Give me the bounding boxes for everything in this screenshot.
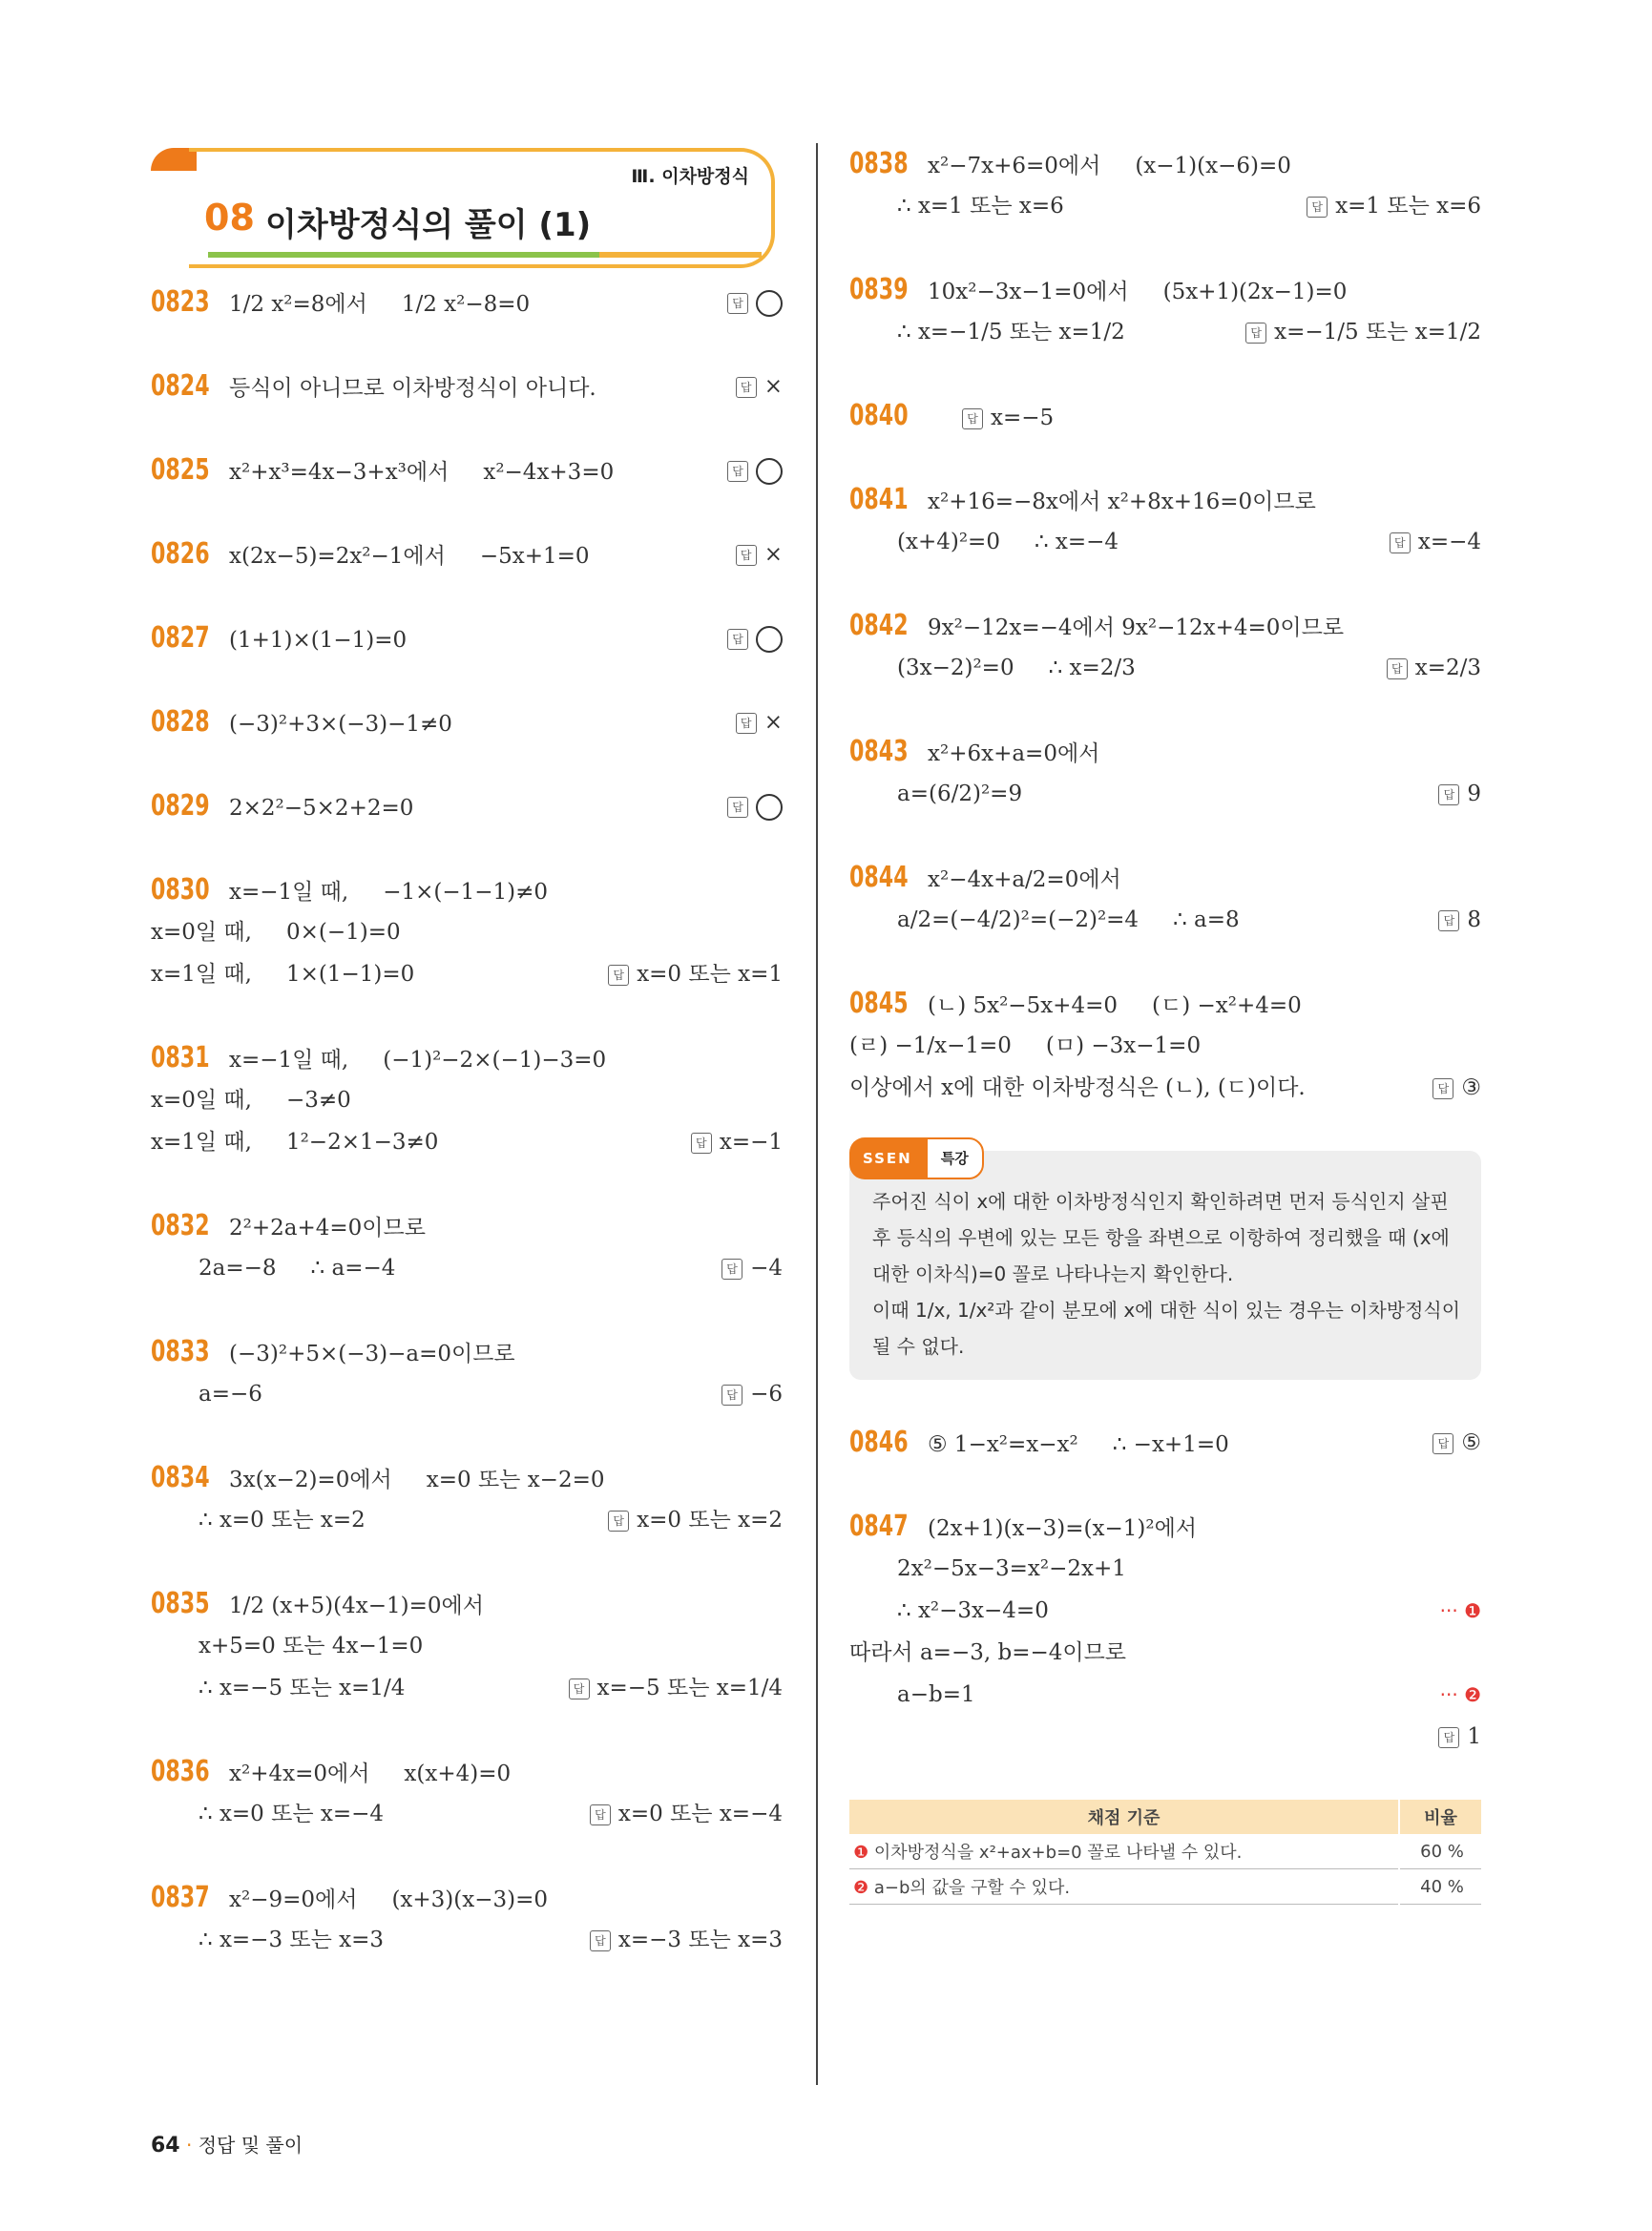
answer <box>727 449 783 491</box>
problem-0844 <box>849 857 1481 941</box>
step-marker: ··· ❷ <box>1439 1683 1481 1706</box>
solution-text: 이상에서 x에 대한 이차방정식은 (ㄴ), (ㄷ)이다. <box>849 1075 1306 1100</box>
scoring-step-number: ❷ <box>853 1878 869 1898</box>
answer-value: x=−5 또는 x=1/4 <box>596 1676 783 1700</box>
ssen-paragraph-2: 이때 1/x, 1/x²과 같이 분모에 x에 대한 식이 있는 경우는 이차방정식이 될 수 없다. <box>872 1299 1461 1358</box>
problem-line <box>849 1548 1481 1590</box>
problem-line <box>849 899 1481 941</box>
answer-icon: 답 <box>1245 323 1266 344</box>
answer <box>590 1793 783 1835</box>
problem-line <box>849 1025 1481 1067</box>
answer <box>1387 647 1481 689</box>
solution-step: ∴ −x+1=0 <box>1112 1432 1229 1457</box>
answer-icon: 답 <box>569 1678 590 1699</box>
problem-number: 0833 <box>151 1335 210 1368</box>
answer <box>608 953 783 995</box>
answer-value: 9 <box>1467 782 1481 806</box>
solution-text: x²−9=0에서 <box>229 1887 358 1912</box>
answer-value: x=−3 또는 x=3 <box>617 1928 783 1952</box>
problem-number: 0836 <box>151 1755 210 1788</box>
answer <box>736 701 783 743</box>
problem-0840 <box>849 395 1481 437</box>
chapter-header <box>151 143 783 281</box>
solution-step: (5x+1)(2x−1)=0 <box>1162 280 1348 304</box>
problem-line <box>849 521 1481 563</box>
solution-step: (ㅁ) −3x−1=0 <box>1045 1033 1202 1058</box>
answer-icon: 답 <box>1387 658 1408 679</box>
answer-value: x=1 또는 x=6 <box>1335 194 1481 219</box>
solution-text: ⑤ 1−x²=x−x² <box>928 1432 1078 1457</box>
solution-text: x=0일 때, <box>151 920 252 945</box>
unit-label: Ⅲ. 이차방정식 <box>631 166 749 187</box>
answer <box>1432 1422 1481 1464</box>
problem-line <box>849 185 1481 227</box>
answer-icon: 답 <box>727 797 748 818</box>
answer-icon: 답 <box>736 545 757 566</box>
answer-icon: 답 <box>1390 532 1411 553</box>
solution-text: x=0일 때, <box>151 1088 252 1113</box>
problem-line <box>151 1625 783 1667</box>
problem-number: 0824 <box>151 369 210 403</box>
problem-number: 0841 <box>849 483 909 516</box>
solution-text: 2²+2a+4=0이므로 <box>229 1216 426 1241</box>
problem-0846 <box>849 1422 1481 1464</box>
solution-text: 1/2 x²=8에서 <box>229 292 367 317</box>
scoring-criterion <box>849 1834 1399 1869</box>
answer-value: x=2/3 <box>1414 656 1481 680</box>
scoring-criterion <box>849 1869 1399 1905</box>
ssen-tag <box>849 1137 984 1179</box>
solution-text: x=1일 때, <box>151 1130 252 1155</box>
problem-0841 <box>849 479 1481 563</box>
problem-number: 0845 <box>849 987 909 1020</box>
answer-icon: 답 <box>1432 1433 1453 1454</box>
solution-step: ∴ x=−4 <box>1034 530 1119 554</box>
solution-text: (−3)²+3×(−3)−1≠0 <box>229 712 452 737</box>
scoring-ratio: 60 % <box>1399 1834 1481 1869</box>
problem-0831 <box>151 1037 783 1163</box>
solution-text: (3x−2)²=0 <box>897 656 1014 680</box>
problem-0834 <box>151 1457 783 1541</box>
answer <box>727 281 783 323</box>
solution-text: 2x²−5x−3=x²−2x+1 <box>897 1556 1126 1581</box>
answer <box>1390 521 1481 563</box>
answer-icon: 답 <box>1438 1727 1459 1748</box>
answer-icon: 답 <box>962 408 983 429</box>
problem-line <box>151 953 783 995</box>
chapter-number: 08 <box>204 197 255 239</box>
ssen-tip-box <box>849 1151 1481 1380</box>
solution-text: ∴ x=−5 또는 x=1/4 <box>199 1676 406 1700</box>
answer-icon: 답 <box>727 461 748 482</box>
right-column <box>849 143 1481 1905</box>
scoring-header-ratio: 비율 <box>1399 1800 1481 1834</box>
problem-line <box>151 1919 783 1961</box>
solution-text: x=−1일 때, <box>229 1048 349 1073</box>
answer-icon: 답 <box>721 1385 742 1406</box>
problem-number: 0832 <box>151 1209 210 1242</box>
answer-icon: 답 <box>721 1259 742 1280</box>
solution-text: 1/2 (x+5)(4x−1)=0에서 <box>229 1594 484 1618</box>
solution-text: ∴ x=0 또는 x=2 <box>199 1508 366 1533</box>
solution-text: (2x+1)(x−3)=(x−1)²에서 <box>928 1516 1198 1541</box>
answer <box>590 1919 783 1961</box>
problem-number: 0831 <box>151 1041 210 1074</box>
step-marker: ··· ❶ <box>1439 1599 1481 1622</box>
problem-line <box>151 785 783 827</box>
problem-line <box>849 983 1481 1025</box>
solution-step: 1²−2×1−3≠0 <box>285 1130 439 1155</box>
answer <box>1432 1067 1481 1109</box>
problem-0830 <box>151 869 783 995</box>
problem-line <box>849 269 1481 311</box>
answer <box>727 785 783 827</box>
page-footer: 64 · 정답 및 풀이 <box>151 2134 303 2158</box>
solution-text: x²+6x+a=0에서 <box>928 741 1100 766</box>
answer <box>721 1373 783 1415</box>
problem-line <box>151 1121 783 1163</box>
solution-step: (−1)²−2×(−1)−3=0 <box>383 1048 607 1073</box>
scoring-criterion-text: a−b의 값을 구할 수 있다. <box>873 1878 1071 1898</box>
problem-line <box>151 701 783 743</box>
answer <box>569 1667 783 1709</box>
answer-icon: 답 <box>608 1511 629 1532</box>
answer-value: x=0 또는 x=−4 <box>617 1802 783 1826</box>
scoring-ratio: 40 % <box>1399 1869 1481 1905</box>
solution-text: x=1일 때, <box>151 962 252 987</box>
solution-text: 10x²−3x−1=0에서 <box>928 280 1129 304</box>
scoring-criterion-text: 이차방정식을 x²+ax+b=0 꼴로 나타낼 수 있다. <box>873 1843 1243 1863</box>
problem-line <box>849 647 1481 689</box>
problem-number: 0829 <box>151 789 210 823</box>
problem-0835 <box>151 1583 783 1709</box>
problem-line <box>849 311 1481 353</box>
solution-text: 등식이 아니므로 이차방정식이 아니다. <box>229 376 596 401</box>
answer-value: x=0 또는 x=2 <box>637 1508 783 1533</box>
problem-line <box>849 143 1481 185</box>
problem-line <box>849 731 1481 773</box>
answer-icon: 답 <box>590 1804 611 1825</box>
problem-0839 <box>849 269 1481 353</box>
solution-step: ∴ a=−4 <box>310 1256 396 1281</box>
problem-line <box>849 1716 1481 1758</box>
problem-line <box>151 1499 783 1541</box>
problem-0832 <box>151 1205 783 1289</box>
problem-0838 <box>849 143 1481 227</box>
answer <box>727 617 783 659</box>
problem-line <box>151 449 783 491</box>
problem-line <box>151 911 783 953</box>
right-problems <box>849 143 1481 1109</box>
answer-icon: 답 <box>1307 197 1328 218</box>
answer <box>721 1247 783 1289</box>
solution-text: ∴ x=0 또는 x=−4 <box>199 1802 385 1826</box>
problem-line <box>151 869 783 911</box>
answer-icon: 답 <box>736 713 757 734</box>
answer <box>736 365 783 407</box>
solution-step: 0×(−1)=0 <box>285 920 401 945</box>
solution-text: 2a=−8 <box>199 1256 277 1281</box>
problem-line <box>849 1632 1481 1674</box>
problem-line <box>151 617 783 659</box>
scoring-step-number: ❶ <box>853 1843 869 1863</box>
scoring-row <box>849 1869 1481 1905</box>
column-divider <box>816 143 818 2085</box>
problem-line <box>151 1037 783 1079</box>
problem-line <box>151 1373 783 1415</box>
left-column <box>151 143 783 2003</box>
problem-line <box>849 1067 1481 1109</box>
solution-text: 3x(x−2)=0에서 <box>229 1468 392 1492</box>
problem-0824 <box>151 365 783 407</box>
problem-line <box>151 1583 783 1625</box>
problem-line <box>849 395 1481 437</box>
solution-text: x+5=0 또는 4x−1=0 <box>199 1634 424 1658</box>
solution-step: −5x+1=0 <box>479 544 590 569</box>
problem-0825 <box>151 449 783 491</box>
problem-line <box>849 1590 1481 1632</box>
problem-0843 <box>849 731 1481 815</box>
solution-step: (ㄷ) −x²+4=0 <box>1152 993 1302 1018</box>
solution-text: a=−6 <box>199 1382 262 1407</box>
solution-text: ∴ x²−3x−4=0 <box>897 1598 1049 1623</box>
ssen-tag-sub: 특강 <box>926 1137 984 1179</box>
answer-circle-icon <box>756 458 783 485</box>
problem-number: 0844 <box>849 861 909 894</box>
scoring-header-criteria: 채점 기준 <box>849 1800 1399 1834</box>
answer-circle-icon <box>756 794 783 821</box>
problem-line <box>849 1422 1481 1464</box>
problem-line <box>849 857 1481 899</box>
solution-text: ∴ x=−3 또는 x=3 <box>199 1928 385 1952</box>
solution-text: x²+16=−8x에서 x²+8x+16=0이므로 <box>928 490 1316 514</box>
solution-text: 따라서 a=−3, b=−4이므로 <box>849 1640 1127 1665</box>
answer-value: −6 <box>750 1382 783 1407</box>
solution-text: x²−4x+a/2=0에서 <box>928 867 1121 892</box>
problem-0842 <box>849 605 1481 689</box>
answer-circle-icon <box>756 290 783 317</box>
problem-number: 0847 <box>849 1510 909 1543</box>
problem-line <box>151 1205 783 1247</box>
problem-0837 <box>151 1877 783 1961</box>
solution-text: 2×2²−5×2+2=0 <box>229 796 414 821</box>
answer-value: −4 <box>750 1256 783 1281</box>
solution-text: ∴ x=−1/5 또는 x=1/2 <box>897 320 1125 344</box>
problem-number: 0823 <box>151 285 210 319</box>
answer-value: x=−4 <box>1417 530 1481 554</box>
problem-line <box>849 1674 1481 1716</box>
problem-line <box>151 1247 783 1289</box>
answer <box>1438 1716 1481 1758</box>
problem-line <box>151 1457 783 1499</box>
solution-step: −3≠0 <box>285 1088 351 1113</box>
problem-0833 <box>151 1331 783 1415</box>
solution-text: (ㄹ) −1/x−1=0 <box>849 1033 1012 1058</box>
problem-number: 0838 <box>849 147 909 180</box>
problem-line <box>849 479 1481 521</box>
problem-0826 <box>151 533 783 575</box>
problem-0827 <box>151 617 783 659</box>
solution-step: (x+3)(x−3)=0 <box>391 1887 548 1912</box>
problem-number: 0842 <box>849 609 909 642</box>
scoring-row <box>849 1834 1481 1869</box>
solution-text: x²+4x=0에서 <box>229 1762 370 1786</box>
problem-line <box>151 1793 783 1835</box>
chapter-title: 이차방정식의 풀이 (1) <box>265 206 592 244</box>
problem-number: 0840 <box>849 399 909 432</box>
answer-value: ⑤ <box>1461 1430 1481 1455</box>
page-number: 64 <box>151 2134 180 2158</box>
problem-0823 <box>151 281 783 323</box>
solution-text: ∴ x=1 또는 x=6 <box>897 194 1064 219</box>
answer-value: x=−5 <box>991 406 1055 430</box>
solution-step: x²−4x+3=0 <box>483 460 615 485</box>
solution-text: 9x²−12x=−4에서 9x²−12x+4=0이므로 <box>928 615 1345 640</box>
right-problems-2 <box>849 1422 1481 1758</box>
answer-icon: 답 <box>727 629 748 650</box>
scoring-table <box>849 1800 1481 1905</box>
solution-step: x=0 또는 x−2=0 <box>426 1468 605 1492</box>
footer-label: 정답 및 풀이 <box>198 2134 303 2157</box>
problem-line <box>151 281 783 323</box>
answer-icon: 답 <box>736 377 757 398</box>
solution-text: (x+4)²=0 <box>897 530 1000 554</box>
problem-number: 0839 <box>849 273 909 306</box>
answer-circle-icon <box>756 626 783 653</box>
answer-icon: 답 <box>1438 784 1459 805</box>
solution-step: (x−1)(x−6)=0 <box>1135 154 1291 178</box>
ssen-tag-label: SSEN <box>849 1137 926 1179</box>
answer-value: ③ <box>1461 1075 1481 1100</box>
problem-line <box>151 533 783 575</box>
problem-0847 <box>849 1506 1481 1758</box>
problem-0836 <box>151 1751 783 1835</box>
answer-value: × <box>763 542 783 567</box>
problem-line <box>151 1877 783 1919</box>
problem-number: 0835 <box>151 1587 210 1620</box>
solution-text: (−3)²+5×(−3)−a=0이므로 <box>229 1342 515 1366</box>
answer-value: x=−1 <box>719 1130 783 1155</box>
problem-line <box>151 1079 783 1121</box>
ssen-paragraph-1: 주어진 식이 x에 대한 이차방정식인지 확인하려면 먼저 등식인지 살핀 후 등식의 우변에 있는 모든 항을 좌변으로 이항하여 정리했을 때 (x에 대한 이차식)=0 꼴로 나타나는지 확인한다. <box>872 1190 1450 1285</box>
answer-value: × <box>763 374 783 399</box>
solution-text: a/2=(−4/2)²=(−2)²=4 <box>897 907 1140 932</box>
problem-0829 <box>151 785 783 827</box>
answer <box>1438 773 1481 815</box>
solution-step: ∴ x=2/3 <box>1048 656 1136 680</box>
answer-icon: 답 <box>608 965 629 986</box>
solution-step: ∴ a=8 <box>1173 907 1240 932</box>
problem-number: 0830 <box>151 873 210 907</box>
solution-text: a−b=1 <box>897 1682 975 1707</box>
problem-line <box>849 1506 1481 1548</box>
answer-icon: 답 <box>1432 1078 1453 1099</box>
problem-line <box>151 1751 783 1793</box>
solution-text: x²−7x+6=0에서 <box>928 154 1101 178</box>
problem-number: 0834 <box>151 1461 210 1494</box>
answer-icon: 답 <box>590 1930 611 1951</box>
problem-number: 0825 <box>151 453 210 487</box>
problem-0828 <box>151 701 783 743</box>
problem-line <box>151 1331 783 1373</box>
left-problems <box>151 281 783 1961</box>
solution-step: 1/2 x²−8=0 <box>401 292 531 317</box>
answer-value: 8 <box>1467 907 1481 932</box>
answer <box>1307 185 1481 227</box>
solution-text: (ㄴ) 5x²−5x+4=0 <box>928 993 1118 1018</box>
solution-step: −1×(−1−1)≠0 <box>383 880 549 905</box>
problem-line <box>849 605 1481 647</box>
problem-number: 0826 <box>151 537 210 571</box>
answer <box>1438 899 1481 941</box>
answer-icon: 답 <box>727 293 748 314</box>
solution-text: a=(6/2)²=9 <box>897 782 1023 806</box>
problem-number: 0843 <box>849 735 909 768</box>
solution-text: x(2x−5)=2x²−1에서 <box>229 544 446 569</box>
answer-icon: 답 <box>691 1133 712 1154</box>
solution-step: x(x+4)=0 <box>404 1762 512 1786</box>
problem-0845 <box>849 983 1481 1109</box>
solution-text: x=−1일 때, <box>229 880 349 905</box>
answer <box>608 1499 783 1541</box>
solution-text: x²+x³=4x−3+x³에서 <box>229 460 450 485</box>
answer-icon: 답 <box>1438 910 1459 931</box>
answer-value: 1 <box>1467 1724 1481 1749</box>
solution-step: 1×(1−1)=0 <box>285 962 415 987</box>
answer <box>691 1121 783 1163</box>
answer <box>1245 311 1481 353</box>
answer-value: x=−1/5 또는 x=1/2 <box>1274 320 1481 344</box>
answer <box>736 533 783 575</box>
answer-value: x=0 또는 x=1 <box>637 962 783 987</box>
problem-line <box>151 1667 783 1709</box>
solution-text: (1+1)×(1−1)=0 <box>229 628 408 653</box>
chapter-underline-accent <box>599 252 762 258</box>
problem-number: 0837 <box>151 1881 210 1914</box>
problem-number: 0846 <box>849 1426 909 1459</box>
answer-value: × <box>763 710 783 735</box>
problem-number: 0828 <box>151 705 210 739</box>
problem-line <box>849 773 1481 815</box>
problem-number: 0827 <box>151 621 210 655</box>
problem-line <box>151 365 783 407</box>
